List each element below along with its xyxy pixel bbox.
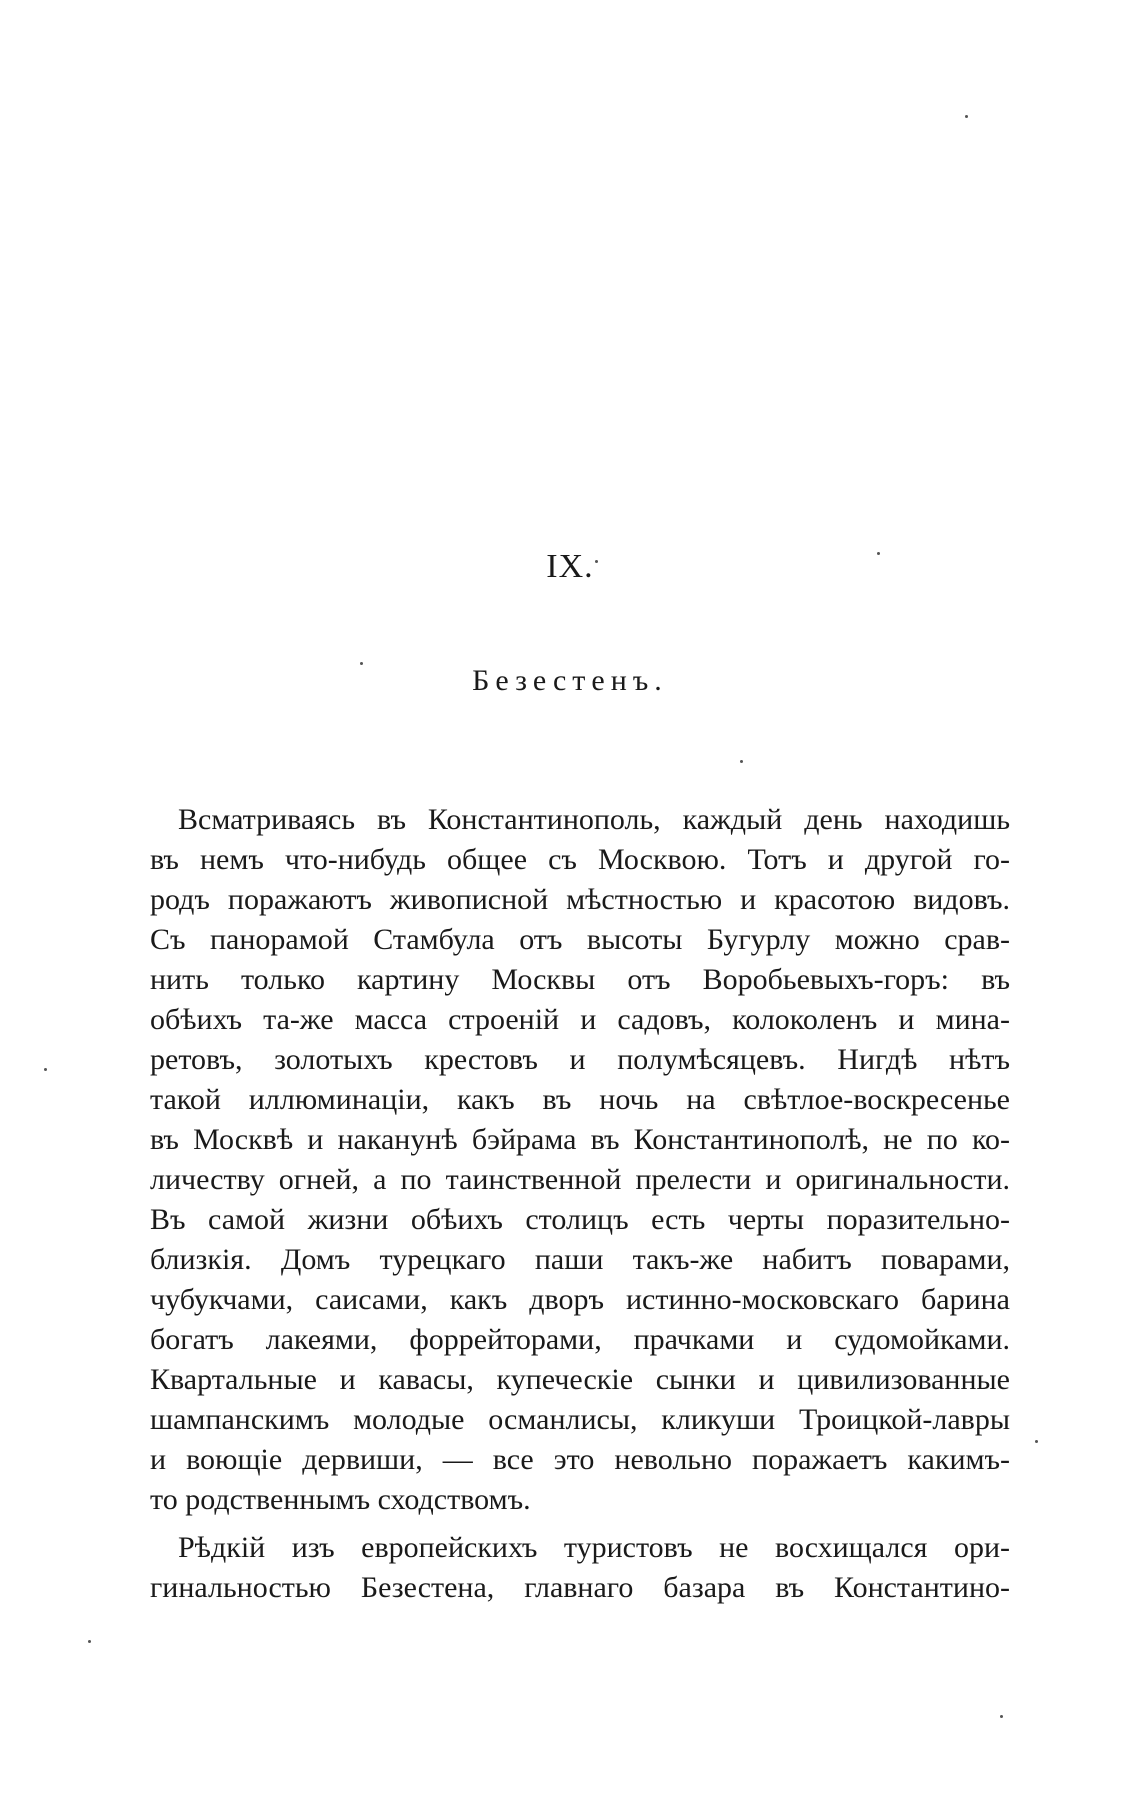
body-text: [150, 800, 1010, 1608]
text-line: въ немъ что-нибудь общее съ Москвою. Тотъ и другой го-: [150, 843, 1010, 876]
text-line: такой иллюминаціи, какъ въ ночь на свѣтлое-воскресенье: [150, 1083, 1010, 1116]
text-line: личеству огней, а по таинственной прелести и оригинальности.: [150, 1163, 1010, 1196]
chapter-title: Безестенъ.: [472, 664, 668, 697]
scan-speck: [1000, 1715, 1003, 1718]
scan-speck: [88, 1640, 91, 1643]
scan-speck: [44, 1068, 47, 1071]
chapter-number: IX.: [546, 548, 594, 585]
scan-speck: [1035, 1440, 1038, 1443]
text-line: и воющіе дервиши, — все это невольно поражаетъ какимъ-: [150, 1443, 1010, 1476]
text-line: Рѣдкій изъ европейскихъ туристовъ не восхищался ори-: [178, 1531, 1010, 1564]
text-line: Въ самой жизни обѣихъ столицъ есть черты поразительно-: [150, 1203, 1010, 1236]
text-line: близкія. Домъ турецкаго паши такъ-же набитъ поварами,: [150, 1243, 1010, 1276]
scan-speck: [595, 560, 598, 563]
text-line: богатъ лакеями, форрейторами, прачками и судомойками.: [150, 1323, 1010, 1356]
text-line: Съ панорамой Стамбула отъ высоты Бугурлу можно срав-: [150, 923, 1010, 956]
paragraph: [150, 800, 1010, 1520]
text-line: чубукчами, саисами, какъ дворъ истинно-московскаго барина: [150, 1283, 1010, 1316]
text-line: то родственнымъ сходствомъ.: [150, 1483, 531, 1516]
scan-speck: [965, 115, 968, 118]
text-line: Квартальные и кавасы, купеческіе сынки и цивилизованные: [150, 1363, 1010, 1396]
text-line: шампанскимъ молодые османлисы, кликуши Троицкой-лавры: [150, 1403, 1010, 1436]
scan-speck: [360, 662, 363, 665]
text-line: Всматриваясь въ Константинополь, каждый день находишь: [178, 803, 1010, 836]
text-line: ретовъ, золотыхъ крестовъ и полумѣсяцевъ. Нигдѣ нѣтъ: [150, 1043, 1010, 1076]
scan-speck: [740, 760, 743, 763]
text-line: въ Москвѣ и наканунѣ бэйрама въ Константинополѣ, не по ко-: [150, 1123, 1010, 1156]
text-line: гинальностью Безестена, главнаго базара въ Константино-: [150, 1571, 1010, 1604]
paragraph: [150, 1528, 1010, 1608]
scan-speck: [877, 552, 880, 555]
text-line: обѣихъ та-же масса строеній и садовъ, колоколенъ и мина-: [150, 1003, 1010, 1036]
text-line: нить только картину Москвы отъ Воробьевыхъ-горъ: въ: [150, 963, 1010, 996]
text-line: родъ поражаютъ живописной мѣстностью и красотою видовъ.: [150, 883, 1010, 916]
